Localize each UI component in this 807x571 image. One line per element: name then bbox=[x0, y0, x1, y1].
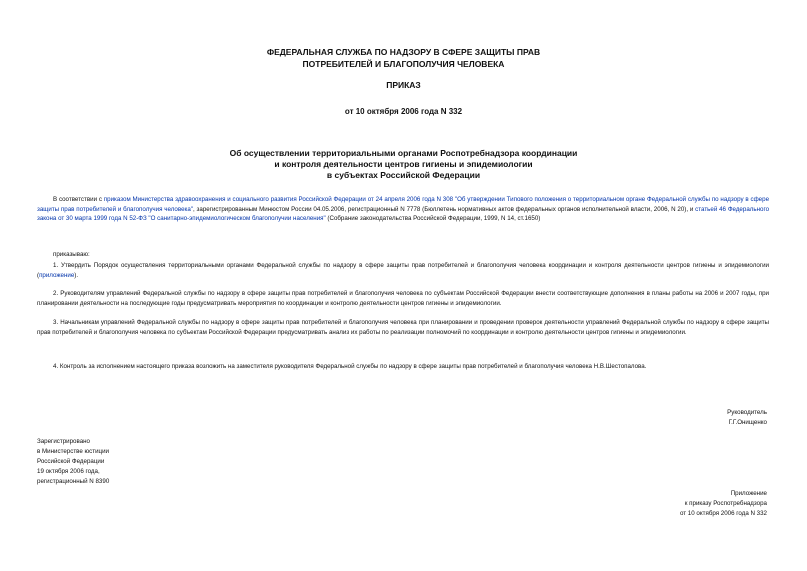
item1-text: 1. Утвердить Порядок осуществления территориальными органами Федеральной службы по надзору в сфере защиты прав потребителей и благополучия человека координации и контроля деятельности центров гигиены и эпидемиологии ( bbox=[37, 262, 769, 279]
appendix-line1: Приложение bbox=[730, 490, 767, 497]
registration-line5: регистрационный N 8390 bbox=[37, 478, 110, 485]
preamble-text-3: (Собрание законодательства Российской Федерации, 1999, N 14, ст.1650) bbox=[325, 215, 541, 222]
ministry-order-link[interactable]: приказом Министерства здравоохранения и социального развития Российской Федерации от 24 апреля 2006 года N 308 "Об утверждении Типового положения о территориальном органе Федеральной службы по надзору в сфере защиты прав потребителей и благополучия человека" bbox=[37, 196, 770, 213]
order-item-4: 4. Контроль за исполнением настоящего приказа возложить на заместителя руководителя Федеральной службы по надзору в сфере защиты прав потребителей и благополучия человека Н.В.Шестопалова. bbox=[53, 363, 647, 370]
agency-header bbox=[0, 46, 807, 70]
agency-header-line1: ФЕДЕРАЛЬНАЯ СЛУЖБА ПО НАДЗОРУ В СФЕРЕ ЗАЩИТЫ ПРАВ bbox=[266, 47, 541, 57]
document-date: от 10 октября 2006 года N 332 bbox=[344, 107, 463, 116]
preamble-text-1: В соответствии с bbox=[53, 196, 104, 203]
document-subject bbox=[0, 148, 807, 181]
preamble-paragraph bbox=[37, 195, 769, 224]
registration-line1: Зарегистрировано bbox=[37, 438, 90, 445]
appendix-block bbox=[680, 489, 767, 519]
registration-line2: в Министерстве юстиции bbox=[37, 448, 110, 455]
federal-law-link[interactable]: статьей 46 Федерального закона от 30 марта 1999 года N 52-ФЗ "О санитарно-эпидемиологическом благополучии населения" bbox=[37, 205, 770, 222]
order-item-3: 3. Начальникам управлений Федеральной службы по надзору в сфере защиты прав потребителей и благополучия человека при планировании и проведении проверок деятельности управлений Федеральной службы по надзору в сфере защиты прав потребителей и благополучия человека по субъектам Российской Федерации предусматривать анализ их работы по реализации полномочий по координации и контролю деятельности центров гигиены и эпидемиологии. bbox=[37, 319, 769, 336]
order-item-2: 2. Руководителям управлений Федеральной службы по надзору в сфере защиты прав потребителей и благополучия человека по субъектам Российской Федерации внести соответствующие дополнения в планы работы на 2006 и 2007 годы, при планировании деятельности на последующие годы предусматривать мероприятия по координации и контролю деятельности центров гигиены и эпидемиологии. bbox=[37, 290, 769, 307]
subject-line1: Об осуществлении территориальными органами Роспотребнадзора координации bbox=[229, 148, 578, 158]
appendix-line2: к приказу Роспотребнадзора bbox=[684, 500, 767, 507]
registration-line4: 19 октября 2006 года, bbox=[37, 468, 100, 475]
subject-line3: в субъектах Российской Федерации bbox=[326, 170, 481, 180]
preamble-text-2: , зарегистрированным Минюстом России 04.05.2006, регистрационный N 7778 (Бюллетень нормативных актов федеральных органов исполнительной власти, 2006, N 20), и bbox=[193, 205, 696, 213]
signature-block bbox=[727, 408, 767, 428]
appendix-link[interactable]: приложение bbox=[39, 271, 75, 279]
signatory-title: Руководитель bbox=[727, 409, 767, 416]
item1-tail: ). bbox=[74, 271, 79, 279]
registration-line3: Российской Федерации bbox=[37, 458, 105, 465]
signatory-name: Г.Г.Онищенко bbox=[728, 419, 767, 426]
order-item-1 bbox=[37, 261, 769, 280]
document-type: ПРИКАЗ bbox=[386, 80, 421, 90]
subject-line2: и контроля деятельности центров гигиены и эпидемиологии bbox=[274, 159, 533, 169]
registration-block bbox=[37, 437, 109, 487]
order-word: приказываю: bbox=[53, 251, 90, 258]
agency-header-line2: ПОТРЕБИТЕЛЕЙ И БЛАГОПОЛУЧИЯ ЧЕЛОВЕКА bbox=[302, 59, 505, 69]
appendix-line3: от 10 октября 2006 года N 332 bbox=[679, 510, 767, 517]
